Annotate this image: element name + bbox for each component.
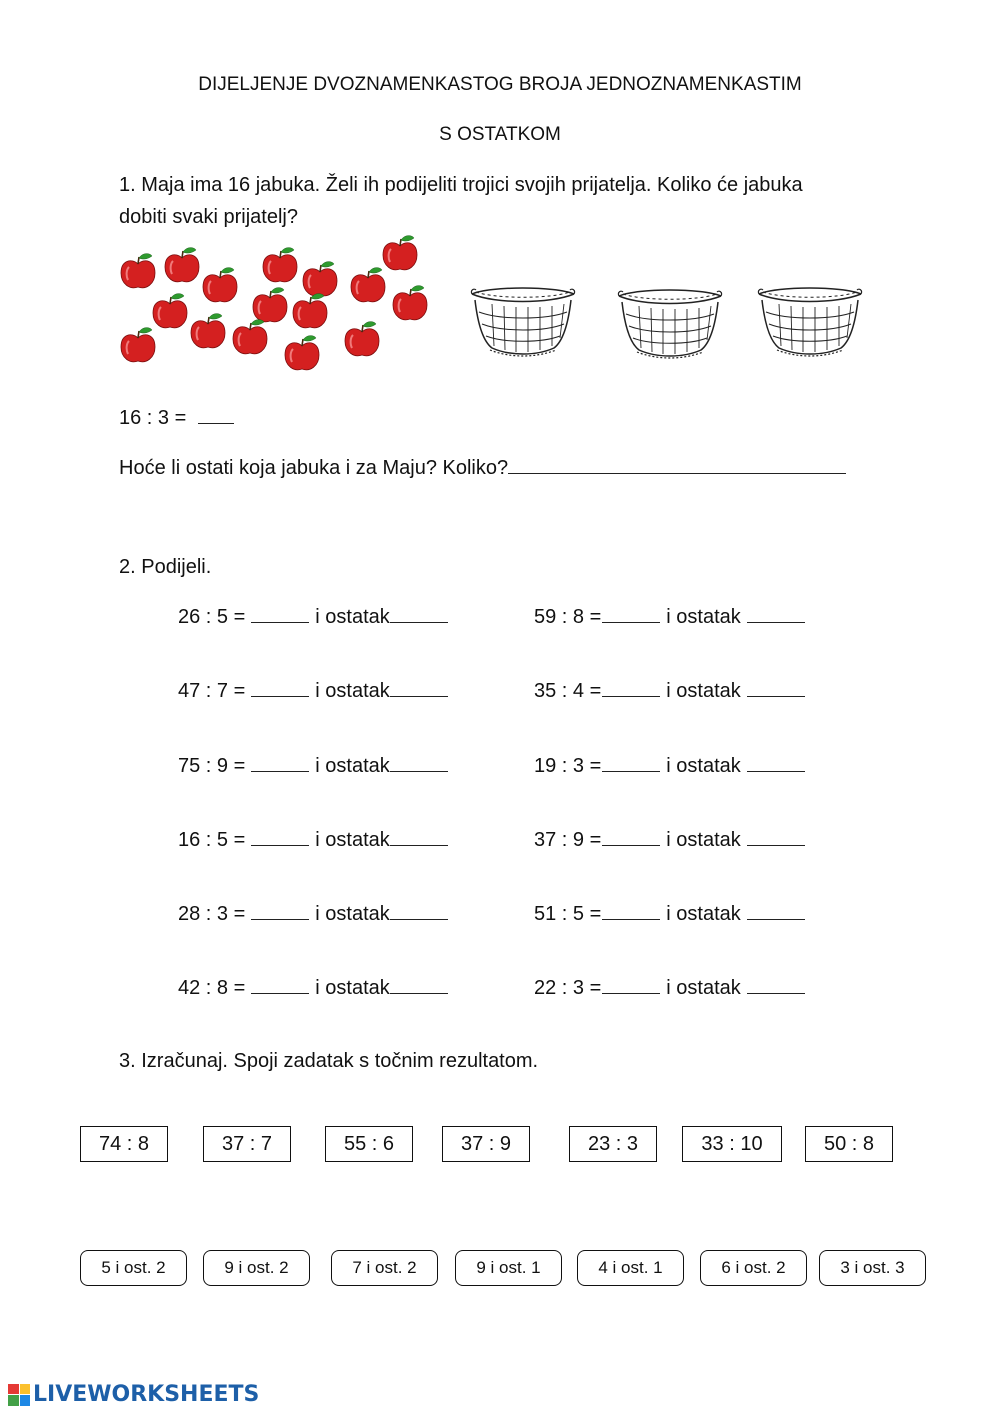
result-box-label: 5 i ost. 2 [101,1258,166,1277]
baskets-illustration [465,280,875,360]
division-expression: 75 : 9 = [178,755,246,777]
apple-icon [233,320,267,354]
quotient-blank[interactable] [251,976,309,994]
quotient-blank[interactable] [602,754,660,772]
quotient-blank[interactable] [251,605,309,623]
division-exercise-right [534,679,805,703]
worksheet-title-line-2: S OSTATKOM [439,124,561,145]
division-exercise-right [534,976,805,1000]
apple-icon [153,294,187,328]
remainder-blank[interactable] [747,754,805,772]
apple-icon [165,248,199,282]
division-exercise-left [178,605,448,629]
remainder-label: i ostatak [315,606,390,628]
task3-heading: 3. Izračunaj. Spoji zadatak s točnim rezultatom. [119,1050,539,1072]
liveworksheets-logo [8,1382,259,1407]
result-box[interactable] [700,1250,807,1286]
result-box-label: 6 i ost. 2 [721,1258,786,1277]
problem-box[interactable] [80,1126,168,1162]
apple-icon [393,286,427,320]
result-box-label: 7 i ost. 2 [352,1258,417,1277]
quotient-blank[interactable] [602,902,660,920]
problem-box-label: 33 : 10 [701,1132,763,1155]
division-expression: 42 : 8 = [178,977,246,999]
apple-icon [263,248,297,282]
division-exercise-right [534,754,805,778]
apple-icon [121,328,155,362]
task1-question [119,456,846,480]
task1-text-line-2: dobiti svaki prijatelj? [119,206,298,228]
apple-icon [203,268,237,302]
result-box-label: 9 i ost. 2 [224,1258,289,1277]
division-expression: 16 : 5 = [178,829,246,851]
remainder-label: i ostatak [315,680,390,702]
result-box-label: 4 i ost. 1 [598,1258,663,1277]
remainder-blank[interactable] [747,902,805,920]
remainder-label: i ostatak [666,755,741,777]
task1-equation [119,406,234,430]
remainder-blank[interactable] [390,754,448,772]
task1-equation-text: 16 : 3 = [119,407,187,429]
apple-icon [121,254,155,288]
basket-icon [471,288,574,356]
remainder-blank[interactable] [390,605,448,623]
quotient-blank[interactable] [602,679,660,697]
remainder-label: i ostatak [315,903,390,925]
problem-box-label: 50 : 8 [823,1132,875,1155]
problem-box[interactable] [569,1126,657,1162]
quotient-blank[interactable] [602,976,660,994]
quotient-blank[interactable] [251,754,309,772]
result-box[interactable] [80,1250,187,1286]
division-expression: 37 : 9 = [534,829,602,851]
problem-box[interactable] [325,1126,413,1162]
logo-mark-icon [8,1384,30,1406]
remainder-label: i ostatak [315,755,390,777]
remainder-label: i ostatak [666,680,741,702]
division-expression: 59 : 8 = [534,606,602,628]
problem-box[interactable] [442,1126,530,1162]
remainder-blank[interactable] [747,828,805,846]
apple-icon [383,236,417,270]
problem-box-label: 37 : 7 [221,1132,273,1155]
problem-box-label: 37 : 9 [460,1132,512,1155]
result-box-label: 3 i ost. 3 [840,1258,905,1277]
remainder-label: i ostatak [666,829,741,851]
remainder-label: i ostatak [666,977,741,999]
apple-icon [303,262,337,296]
basket-icon [618,290,721,358]
quotient-blank[interactable] [602,828,660,846]
remainder-label: i ostatak [315,829,390,851]
problem-box[interactable] [805,1126,893,1162]
remainder-blank[interactable] [390,976,448,994]
division-expression: 28 : 3 = [178,903,246,925]
remainder-blank[interactable] [747,976,805,994]
division-expression: 22 : 3 = [534,977,602,999]
remainder-blank[interactable] [747,679,805,697]
result-box[interactable] [455,1250,562,1286]
division-exercise-left [178,754,448,778]
division-expression: 51 : 5 = [534,903,602,925]
task1-text-line-1: 1. Maja ima 16 jabuka. Želi ih podijeliti trojici svojih prijatelja. Koliko će jabuka [119,174,803,196]
worksheet-title-line-1: DIJELJENJE DVOZNAMENKASTOG BROJA JEDNOZNAMENKASTIM [198,74,802,95]
apple-icon [293,294,327,328]
division-exercise-right [534,902,805,926]
problem-box-label: 55 : 6 [343,1132,395,1155]
division-exercise-left [178,679,448,703]
result-box[interactable] [577,1250,684,1286]
quotient-blank[interactable] [251,679,309,697]
quotient-blank[interactable] [602,605,660,623]
remainder-label: i ostatak [666,903,741,925]
problem-box[interactable] [682,1126,782,1162]
division-exercise-left [178,902,448,926]
result-box[interactable] [331,1250,438,1286]
result-box-label: 9 i ost. 1 [476,1258,541,1277]
remainder-blank[interactable] [390,679,448,697]
problem-box-label: 23 : 3 [587,1132,639,1155]
result-box[interactable] [819,1250,926,1286]
division-expression: 19 : 3 = [534,755,602,777]
task1-answer-blank[interactable] [198,406,234,424]
apple-icon [285,336,319,370]
basket-icon [758,288,861,356]
task1-question-text: Hoće li ostati koja jabuka i za Maju? Koliko? [119,457,509,479]
problem-box-label: 74 : 8 [98,1132,150,1155]
apples-illustration [110,230,440,380]
division-expression: 35 : 4 = [534,680,602,702]
quotient-blank[interactable] [251,902,309,920]
division-expression: 47 : 7 = [178,680,246,702]
task1-question-answer-blank[interactable] [508,456,846,474]
division-exercise-right [534,828,805,852]
apple-icon [345,322,379,356]
remainder-label: i ostatak [315,977,390,999]
problem-box[interactable] [203,1126,291,1162]
apple-icon [351,268,385,302]
task2-heading: 2. Podijeli. [119,556,212,578]
division-exercise-left [178,976,448,1000]
remainder-label: i ostatak [666,606,741,628]
division-expression: 26 : 5 = [178,606,246,628]
remainder-blank[interactable] [747,605,805,623]
remainder-blank[interactable] [390,828,448,846]
division-exercise-right [534,605,805,629]
apple-icon [191,314,225,348]
quotient-blank[interactable] [251,828,309,846]
apple-icon [253,288,287,322]
remainder-blank[interactable] [390,902,448,920]
division-exercise-left [178,828,448,852]
result-box[interactable] [203,1250,310,1286]
logo-text: LIVEWORKSHEETS [33,1382,260,1407]
